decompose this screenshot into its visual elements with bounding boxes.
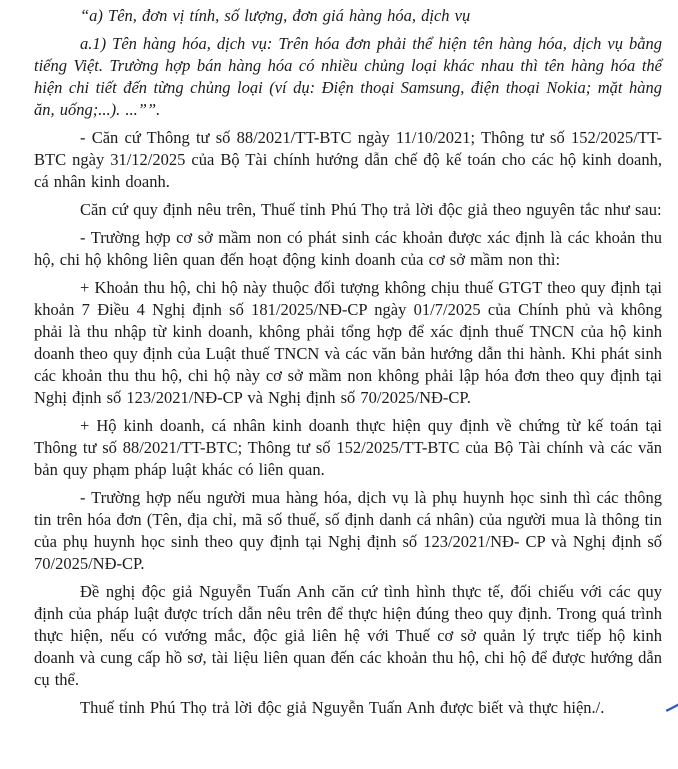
buyer-parent-info-paragraph: - Trường hợp nếu người mua hàng hóa, dịch vụ là phụ huynh học sinh thì các thông tin trên hóa đơn (Tên, địa chỉ, mã số thuế, số định danh cá nhân) của người mua là thông tin của phụ huynh học sinh theo quy định tại Nghị định số 123/2021/NĐ- CP và Nghị định số 70/2025/NĐ-CP.	[34, 488, 662, 573]
quoted-regulation-line: “a) Tên, đơn vị tính, số lượng, đơn giá hàng hóa, dịch vụ	[80, 6, 471, 25]
closing-line-text: Thuế tỉnh Phú Thọ trả lời độc giả Nguyễn Tuấn Anh được biết và thực hiện./.	[80, 698, 605, 717]
quoted-regulation-paragraph: a.1) Tên hàng hóa, dịch vụ: Trên hóa đơn phải thể hiện tên hàng hóa, dịch vụ bằng tiếng Việt. Trường hợp bán hàng hóa có nhiều chủng loại khác nhau thì tên hàng hóa thể hiện chi tiết đến từng chủng loại (ví dụ: Điện thoại Samsung, điện thoại Nokia; mặt hàng ăn, uống;...). ...””.	[34, 34, 662, 119]
response-intro-paragraph: Căn cứ quy định nêu trên, Thuế tỉnh Phú Thọ trả lời độc giả theo nguyên tắc như sau:	[80, 200, 662, 219]
case-kindergarten-paragraph: - Trường hợp cơ sở mầm non có phát sinh các khoản được xác định là các khoản thu hộ, chi hộ không liên quan đến hoạt động kinh doanh của cơ sở mầm non thì:	[34, 228, 662, 269]
accounting-documents-paragraph: + Hộ kinh doanh, cá nhân kinh doanh thực hiện quy định về chứng từ kế toán tại Thông tư số 88/2021/TT-BTC; Thông tư số 152/2025/TT-BTC của Bộ Tài chính và các văn bản quy phạm pháp luật khác có liên quan.	[34, 416, 662, 479]
collections-disbursements-paragraph: + Khoản thu hộ, chi hộ này thuộc đối tượng không chịu thuế GTGT theo quy định tại khoản 7 Điều 4 Nghị định số 181/2025/NĐ-CP ngày 01/7/2025 của Chính phủ và không phải là thu nhập từ kinh doanh, không phải tổng hợp để xác định thuế TNCN của hộ kinh doanh theo quy định của Luật thuế TNCN và các văn bản hướng dẫn thi hành. Khi phát sinh các khoản thu thu hộ, chi hộ này cơ sở mầm non không phải lập hóa đơn theo quy định tại Nghị định số 123/2021/NĐ-CP và Nghị định số 70/2025/NĐ-CP.	[34, 278, 662, 407]
recommendation-paragraph: Đề nghị độc giả Nguyễn Tuấn Anh căn cứ tình hình thực tế, đối chiếu với các quy định của pháp luật được trích dẫn nêu trên để thực hiện đúng theo quy định. Trong quá trình thực hiện, nếu có vướng mắc, độc giả liên hệ với Thuế cơ sở quản lý trực tiếp hộ kinh doanh và cung cấp hồ sơ, tài liệu liên quan đến các khoản thu hộ, chi hộ để được hướng dẫn cụ thể.	[34, 582, 662, 689]
signature-cross-stroke	[667, 676, 678, 710]
closing-line	[34, 697, 662, 719]
legal-basis-paragraph: - Căn cứ Thông tư số 88/2021/TT-BTC ngày 11/10/2021; Thông tư số 152/2025/TT-BTC ngày 31/12/2025 của Bộ Tài chính hướng dẫn chế độ kế toán cho các hộ kinh doanh, cá nhân kinh doanh.	[34, 128, 662, 191]
